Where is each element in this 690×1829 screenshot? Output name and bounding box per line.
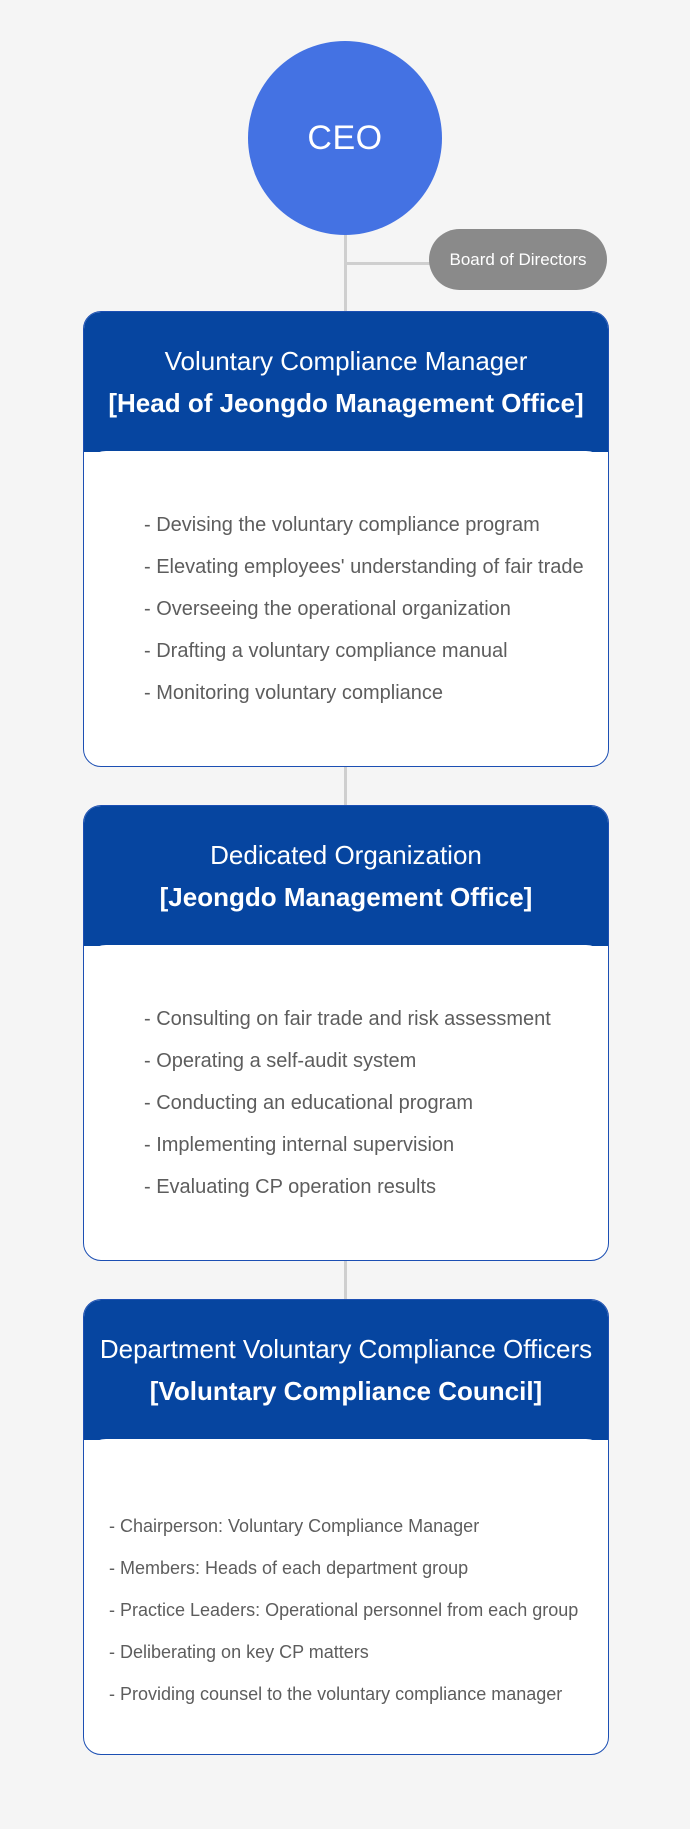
card-title: Department Voluntary Compliance Officers — [99, 1334, 593, 1364]
ceo-label: CEO — [307, 118, 383, 157]
card-title: Voluntary Compliance Manager — [164, 346, 528, 376]
card-subtitle: [Head of Jeongdo Management Office] — [108, 388, 584, 418]
card-body — [84, 1439, 608, 1715]
list-item: - Elevating employees' understanding of fair trade — [144, 556, 584, 578]
list-item: - Monitoring voluntary compliance — [144, 682, 444, 704]
card-body — [84, 945, 608, 1208]
connector-to-board — [344, 262, 434, 265]
board-of-directors-node — [429, 229, 607, 290]
card-header — [84, 1300, 608, 1440]
list-item: - Overseeing the operational organization — [144, 598, 511, 620]
list-item: - Devising the voluntary compliance program — [144, 514, 540, 536]
connector-manager-to-organization — [344, 765, 347, 807]
connector-organization-to-officers — [344, 1259, 347, 1301]
card-subtitle: [Voluntary Compliance Council] — [149, 1376, 543, 1406]
list-item: - Drafting a voluntary compliance manual — [144, 640, 508, 662]
duty-list — [109, 1505, 608, 1715]
list-item: - Consulting on fair trade and risk assessment — [144, 1008, 551, 1030]
card-header — [84, 312, 608, 452]
department-compliance-officers-card — [83, 1299, 609, 1755]
voluntary-compliance-manager-card — [83, 311, 609, 767]
list-item: - Practice Leaders: Operational personnel from each group — [109, 1600, 579, 1620]
card-subtitle: [Jeongdo Management Office] — [159, 882, 533, 912]
board-label: Board of Directors — [449, 249, 587, 269]
duty-list — [144, 504, 608, 714]
list-item: - Members: Heads of each department group — [109, 1558, 469, 1578]
list-item: - Deliberating on key CP matters — [109, 1642, 369, 1662]
list-item: - Implementing internal supervision — [144, 1134, 455, 1156]
list-item: - Providing counsel to the voluntary compliance manager — [109, 1684, 563, 1704]
list-item: - Chairperson: Voluntary Compliance Manager — [109, 1516, 480, 1536]
card-body — [84, 451, 608, 714]
list-item: - Operating a self-audit system — [144, 1050, 417, 1072]
list-item: - Conducting an educational program — [144, 1092, 474, 1114]
list-item: - Evaluating CP operation results — [144, 1176, 437, 1198]
card-header — [84, 806, 608, 946]
dedicated-organization-card — [83, 805, 609, 1261]
connector-ceo-to-manager — [344, 232, 347, 313]
ceo-node — [248, 41, 442, 235]
card-title: Dedicated Organization — [210, 840, 482, 870]
duty-list — [144, 998, 608, 1208]
